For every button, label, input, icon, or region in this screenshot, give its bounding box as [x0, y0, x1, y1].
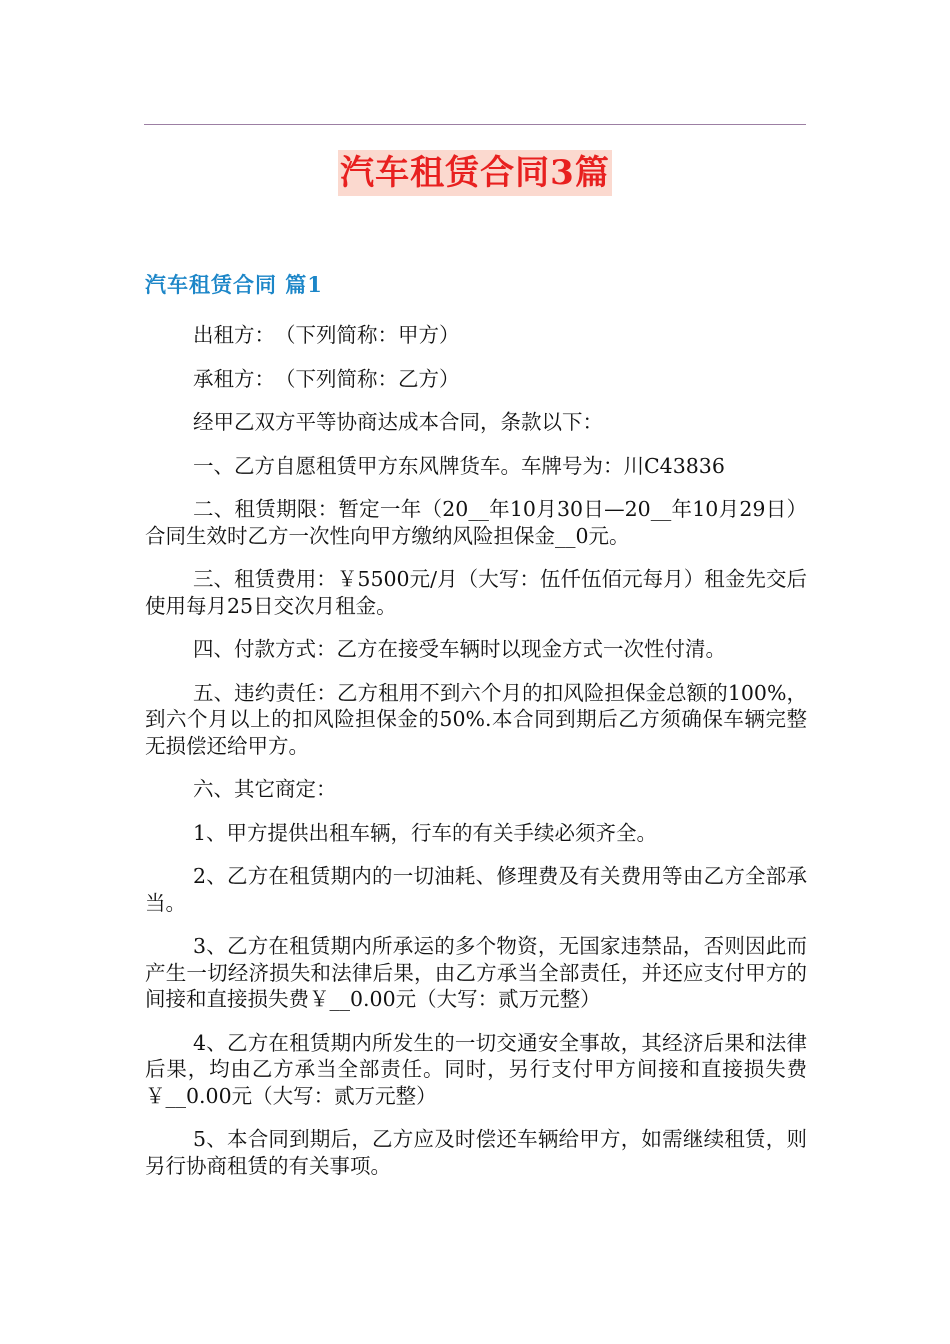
paragraph-item-1: 1、甲方提供出租车辆，行车的有关手续必须齐全。 — [193, 820, 658, 845]
paragraph-lessor: 出租方： （下列简称：甲方） — [193, 323, 460, 347]
paragraph-clause-2: 二、租赁期限：暂定一年（20__年10月30日—20__年10月29日）合同生效时乙方一次性向甲方缴纳风险担保金__0元。 — [145, 497, 807, 548]
paragraph-item-5: 5、本合同到期后，乙方应及时偿还车辆给甲方，如需继续租赁，则另行协商租赁的有关事项。 — [145, 1127, 807, 1178]
paragraph-item-2: 2、乙方在租赁期内的一切油耗、修理费及有关费用等由乙方全部承当。 — [145, 864, 807, 915]
header-rule — [144, 124, 806, 125]
paragraph-intro: 经甲乙双方平等协商达成本合同，条款以下： — [193, 410, 603, 434]
paragraph-clause-3: 三、租赁费用：￥5500元/月（大写：伍仟伍佰元每月）租金先交后使用每月25日交次月租金。 — [145, 567, 807, 618]
paragraph-clause-5: 五、违约责任：乙方租用不到六个月的扣风险担保金总额的100%，到六个月以上的扣风险担保金的50%.本合同到期后乙方须确保车辆完整无损偿还给甲方。 — [145, 680, 807, 758]
contract-body — [145, 322, 807, 1196]
section-heading: 汽车租赁合同 篇1 — [145, 272, 323, 297]
paragraph-lessee: 承租方： （下列简称：乙方） — [193, 366, 460, 391]
paragraph-clause-6: 六、其它商定： — [193, 777, 337, 801]
title-container — [0, 150, 950, 196]
paragraph-item-3: 3、乙方在租赁期内所承运的多个物资，无国家违禁品，否则因此而产生一切经济损失和法律后果，由乙方承当全部责任，并还应支付甲方的间接和直接损失费￥__0.00元（大写：贰万元整） — [145, 934, 807, 1011]
paragraph-item-4: 4、乙方在租赁期内所发生的一切交通安全事故，其经济后果和法律后果，均由乙方承当全部责任。同时，另行支付甲方间接和直接损失费￥__0.00元（大写：贰万元整） — [145, 1030, 807, 1108]
document-title: 汽车租赁合同3篇 — [338, 150, 612, 196]
paragraph-clause-4: 四、付款方式：乙方在接受车辆时以现金方式一次性付清。 — [193, 637, 726, 661]
paragraph-clause-1: 一、乙方自愿租赁甲方东风牌货车。车牌号为：川C43836 — [193, 453, 725, 478]
